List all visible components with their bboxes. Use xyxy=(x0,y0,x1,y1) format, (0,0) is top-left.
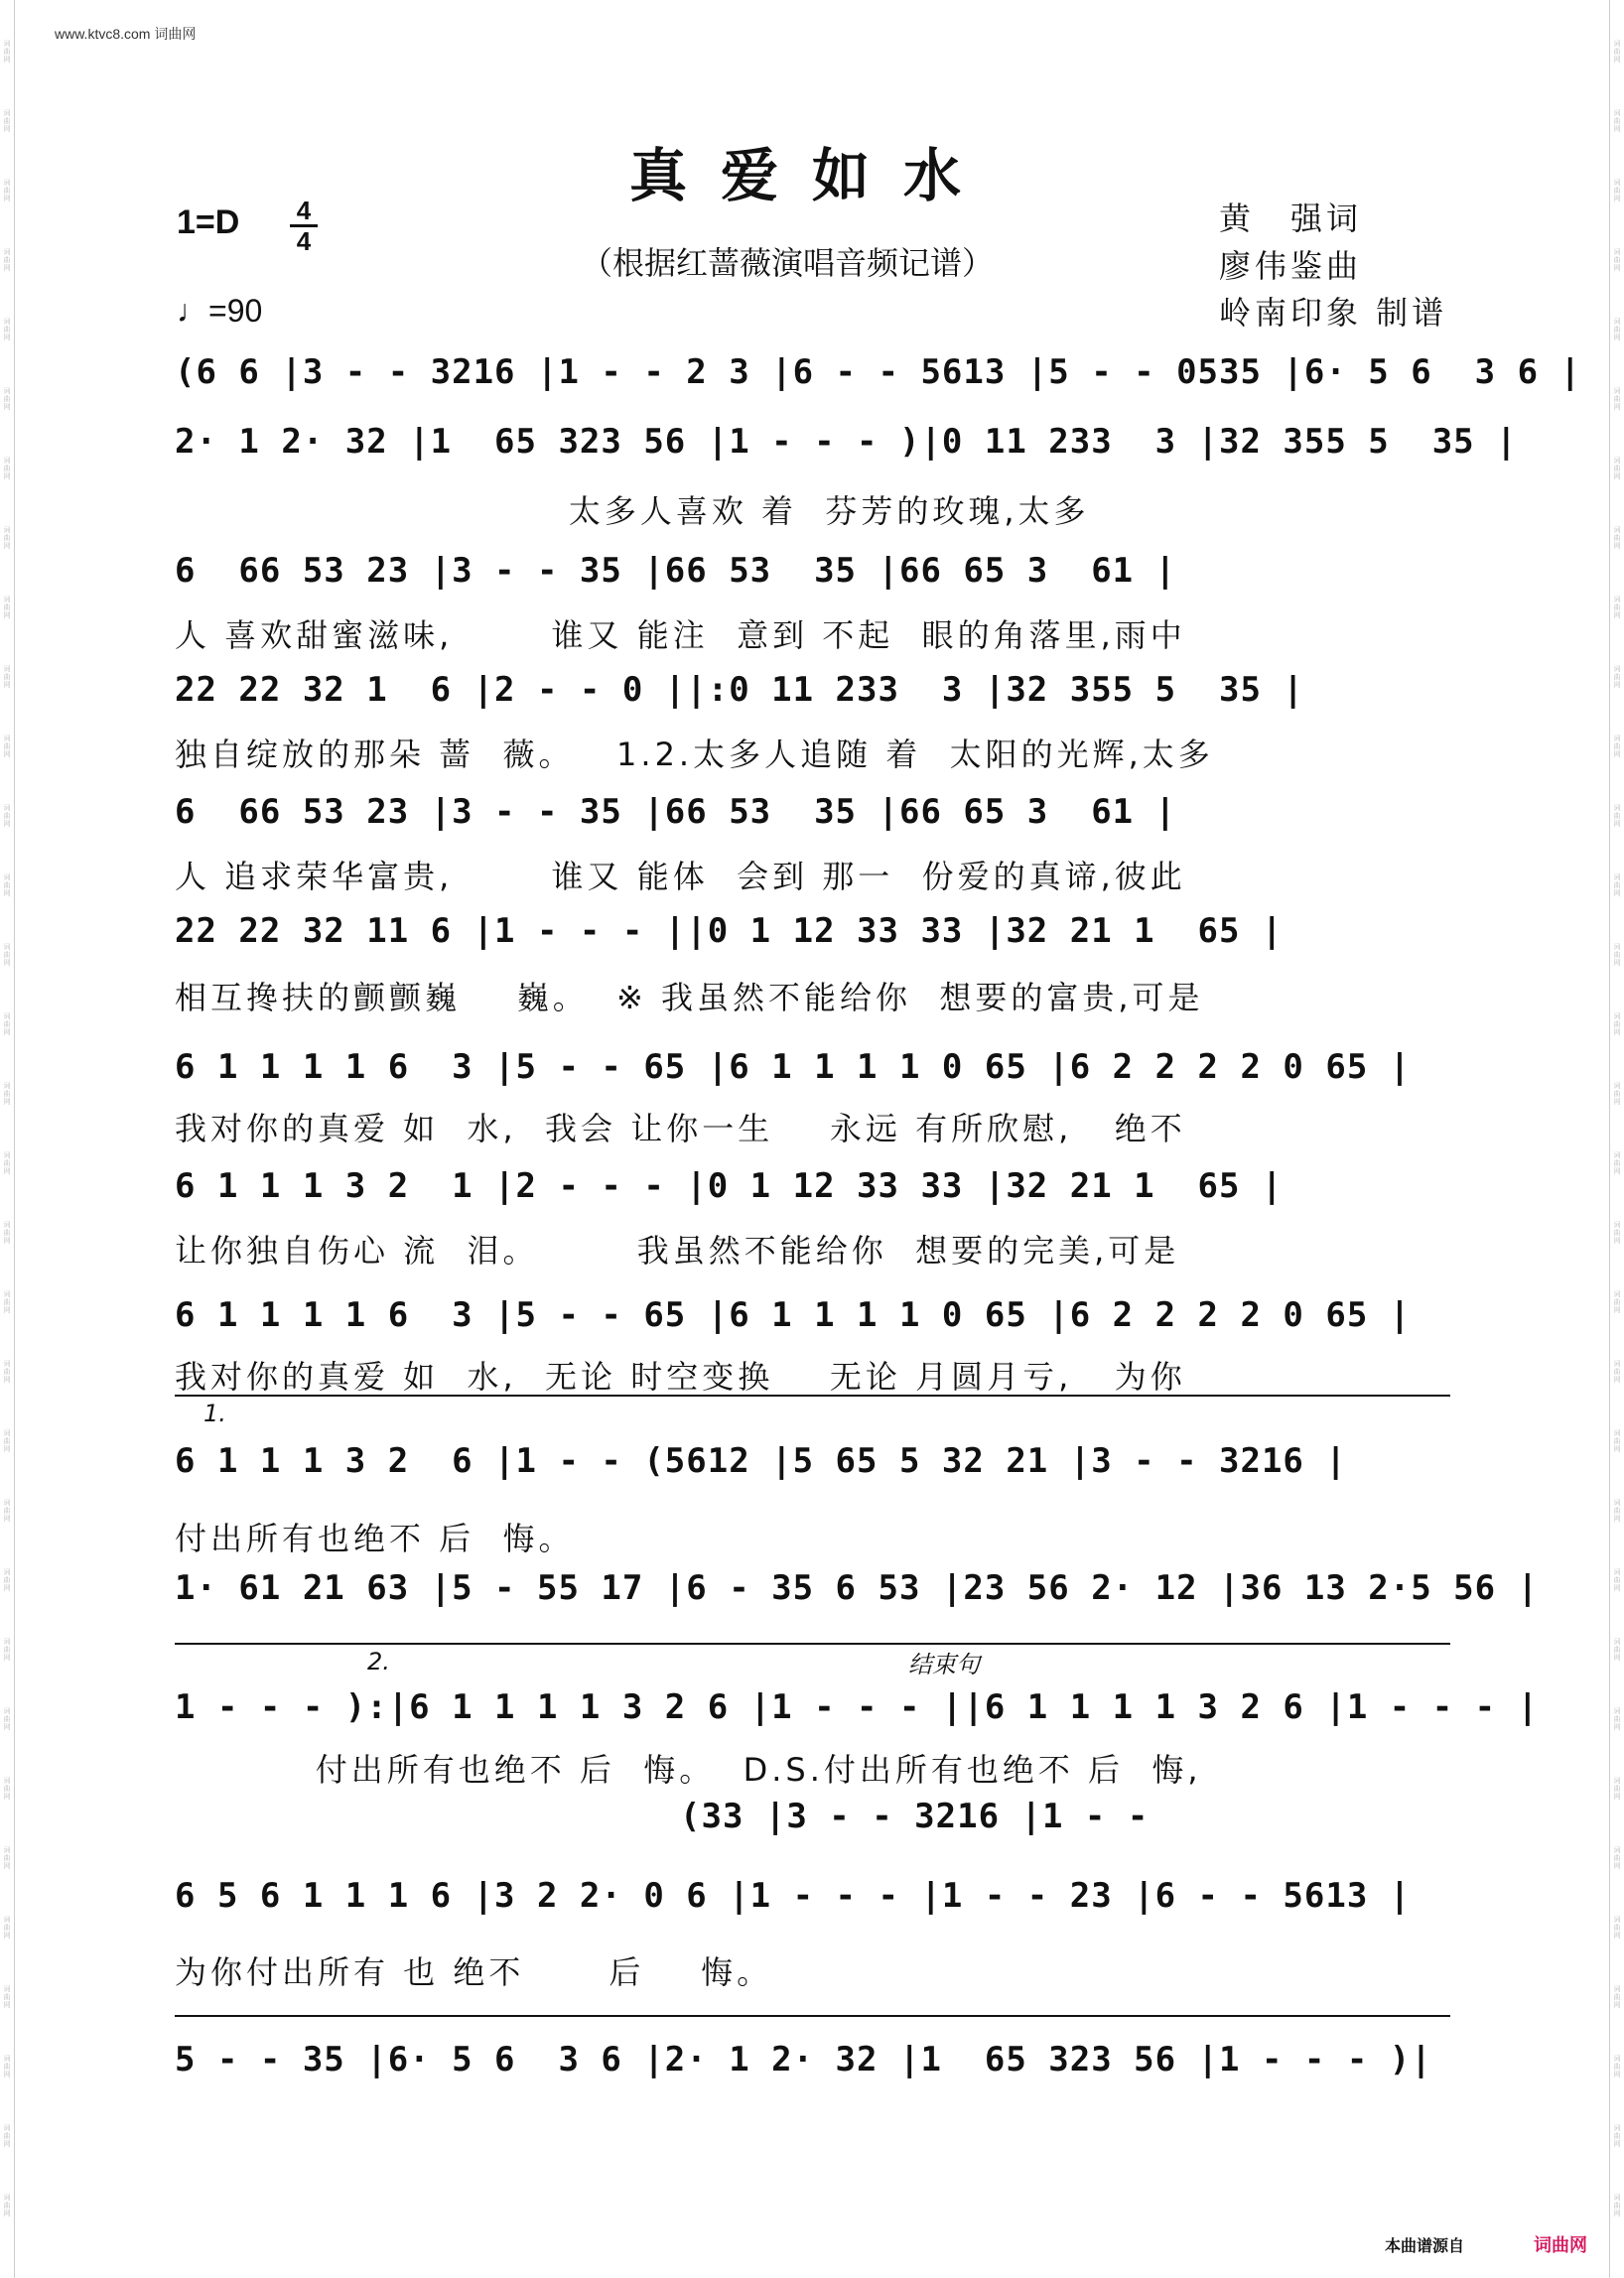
lyric-line-7: 我对你的真爱 如 水, 我会 让你一生 永远 有所欣慰, 绝不 xyxy=(175,1110,1186,1147)
watermark-glyphs: 词 曲 网 xyxy=(1613,526,1621,550)
watermark-glyphs: 词 曲 网 xyxy=(1613,873,1621,897)
time-signature-top: 4 xyxy=(296,196,312,225)
watermark-glyphs: 词 曲 网 xyxy=(3,1082,11,1106)
watermark-glyphs: 词 曲 网 xyxy=(1613,2055,1621,2078)
composer-credit: 廖伟鉴曲 xyxy=(1219,247,1363,285)
score-line-2: 2· 1 2· 32 |1 65 323 56 |1 - - - )|0 11 233 3 |32 355 5 35 | xyxy=(175,422,1518,462)
lyric-line-3: 人 喜欢甜蜜滋味, 谁又 能注 意到 不起 眼的角落里,雨中 xyxy=(175,616,1186,654)
watermark-glyphs: 词 曲 网 xyxy=(3,40,11,64)
watermark-glyphs: 词 曲 网 xyxy=(3,109,11,133)
watermark-glyphs: 词 曲 网 xyxy=(3,526,11,550)
watermark-glyphs: 词 曲 网 xyxy=(3,735,11,758)
watermark-glyphs: 词 曲 网 xyxy=(3,2055,11,2078)
footer-site-link[interactable]: 词曲网 xyxy=(1534,2235,1587,2256)
score-line-8: 6 1 1 1 3 2 1 |2 - - - |0 1 12 33 33 |32 21 1 65 | xyxy=(175,1166,1284,1206)
watermark-glyphs: 词 曲 网 xyxy=(1613,804,1621,828)
score-line-13: (33 |3 - - 3216 |1 - - xyxy=(680,1797,1150,1836)
watermark-glyphs: 词 曲 网 xyxy=(1613,1360,1621,1384)
watermark-glyphs: 词 曲 网 xyxy=(3,387,11,411)
watermark-glyphs: 词 曲 网 xyxy=(3,2124,11,2148)
lyric-line-9: 我对你的真爱 如 水, 无论 时空变换 无论 月圆月亏, 为你 xyxy=(175,1358,1186,1396)
watermark-glyphs: 词 曲 网 xyxy=(1613,248,1621,272)
tempo-marking: ♩=90 xyxy=(177,293,263,329)
source-url: www.ktvc8.com 词曲网 xyxy=(55,26,197,42)
watermark-glyphs: 词 曲 网 xyxy=(1613,735,1621,758)
watermark-glyphs: 词 曲 网 xyxy=(1613,1916,1621,1940)
watermark-glyphs: 词 曲 网 xyxy=(1613,1707,1621,1731)
watermark-glyphs: 词 曲 网 xyxy=(3,665,11,689)
lyric-line-10: 付出所有也绝不 后 悔。 xyxy=(175,1520,575,1557)
watermark-glyphs: 词 曲 网 xyxy=(1613,596,1621,619)
watermark-glyphs: 词 曲 网 xyxy=(1613,1985,1621,2009)
page-title: 真爱如水 xyxy=(628,142,995,209)
lyric-line-8: 让你独自伤心 流 泪。 我虽然不能给你 想要的完美,可是 xyxy=(175,1232,1180,1270)
watermark-glyphs: 词 曲 网 xyxy=(3,873,11,897)
watermark-glyphs: 词 曲 网 xyxy=(3,1499,11,1523)
score-line-9: 6 1 1 1 1 6 3 |5 - - 65 |6 1 1 1 1 0 65 |6 2 2 2 2 0 65 | xyxy=(175,1295,1412,1335)
watermark-glyphs: 词 曲 网 xyxy=(1613,1429,1621,1453)
lyricist-credit: 黄 强词 xyxy=(1219,200,1363,237)
watermark-glyphs: 词 曲 网 xyxy=(1613,1499,1621,1523)
score-line-11: 1· 61 21 63 |5 - 55 17 |6 - 35 6 53 |23 56 2· 12 |36 13 2·5 56 | xyxy=(175,1568,1540,1608)
watermark-glyphs: 词 曲 网 xyxy=(1613,1290,1621,1314)
watermark-glyphs: 词 曲 网 xyxy=(3,2194,11,2217)
score-line-1: (6 6 |3 - - 3216 |1 - - 2 3 |6 - - 5613 |5 - - 0535 |6· 5 6 3 6 | xyxy=(175,352,1582,392)
left-watermark-strip xyxy=(0,0,15,2278)
watermark-glyphs: 词 曲 网 xyxy=(3,1846,11,1870)
watermark-glyphs: 词 曲 网 xyxy=(1613,1568,1621,1592)
arranger-credit: 岭南印象 制谱 xyxy=(1219,294,1448,332)
watermark-glyphs: 词 曲 网 xyxy=(3,1290,11,1314)
watermark-glyphs: 词 曲 网 xyxy=(1613,318,1621,341)
score-line-12: 1 - - - ):|6 1 1 1 1 3 2 6 |1 - - - ||6 1 1 1 1 3 2 6 |1 - - - | xyxy=(175,1687,1540,1727)
lyric-line-14: 为你付出所有 也 绝不 后 悔。 xyxy=(175,1953,773,1991)
watermark-glyphs: 词 曲 网 xyxy=(1613,1082,1621,1106)
lyric-line-4: 独自绽放的那朵 蔷 薇。 1.2.太多人追随 着 太阳的光辉,太多 xyxy=(175,736,1214,773)
watermark-glyphs: 词 曲 网 xyxy=(1613,40,1621,64)
watermark-glyphs: 词 曲 网 xyxy=(1613,1638,1621,1662)
watermark-glyphs: 词 曲 网 xyxy=(3,943,11,967)
watermark-glyphs: 词 曲 网 xyxy=(3,1360,11,1384)
volta-2-label: 2. xyxy=(367,1648,390,1675)
watermark-glyphs: 词 曲 网 xyxy=(1613,179,1621,202)
watermark-glyphs: 词 曲 网 xyxy=(3,804,11,828)
time-signature-bottom: 4 xyxy=(296,226,312,256)
watermark-glyphs: 词 曲 网 xyxy=(1613,2194,1621,2217)
score-line-15: 5 - - 35 |6· 5 6 3 6 |2· 1 2· 32 |1 65 323 56 |1 - - - )| xyxy=(175,2040,1432,2079)
watermark-glyphs: 词 曲 网 xyxy=(3,1707,11,1731)
ending-label: 结束句 xyxy=(908,1651,980,1678)
volta-1-label: 1. xyxy=(203,1400,226,1427)
footer-source-label: 本曲谱源自 xyxy=(1385,2236,1465,2255)
watermark-glyphs: 词 曲 网 xyxy=(1613,1151,1621,1175)
watermark-glyphs: 词 曲 网 xyxy=(1613,2124,1621,2148)
watermark-glyphs: 词 曲 网 xyxy=(1613,1221,1621,1245)
right-watermark-strip xyxy=(1609,0,1624,2278)
watermark-glyphs: 词 曲 网 xyxy=(1613,1777,1621,1801)
watermark-glyphs: 词 曲 网 xyxy=(1613,387,1621,411)
score-line-6: 22 22 32 11 6 |1 - - - ||0 1 12 33 33 |32 21 1 65 | xyxy=(175,911,1284,951)
watermark-glyphs: 词 曲 网 xyxy=(1613,457,1621,480)
watermark-glyphs: 词 曲 网 xyxy=(3,596,11,619)
volta-1-bracket xyxy=(175,1395,1450,1397)
score-line-4: 22 22 32 1 6 |2 - - 0 ||:0 11 233 3 |32 355 5 35 | xyxy=(175,670,1304,710)
watermark-glyphs: 词 曲 网 xyxy=(3,457,11,480)
lyric-line-2: 太多人喜欢 着 芬芳的玫瑰,太多 xyxy=(175,492,1090,530)
score-line-10: 6 1 1 1 3 2 6 |1 - - (5612 |5 65 5 32 21 |3 - - 3216 | xyxy=(175,1441,1347,1481)
score-line-7: 6 1 1 1 1 6 3 |5 - - 65 |6 1 1 1 1 0 65 |6 2 2 2 2 0 65 | xyxy=(175,1047,1412,1087)
watermark-glyphs: 词 曲 网 xyxy=(1613,1012,1621,1036)
watermark-glyphs: 词 曲 网 xyxy=(3,1012,11,1036)
watermark-glyphs: 词 曲 网 xyxy=(3,1151,11,1175)
watermark-glyphs: 词 曲 网 xyxy=(3,1638,11,1662)
score-line-14: 6 5 6 1 1 1 6 |3 2 2· 0 6 |1 - - - |1 - - 23 |6 - - 5613 | xyxy=(175,1876,1412,1916)
watermark-glyphs: 词 曲 网 xyxy=(3,1777,11,1801)
time-signature xyxy=(290,197,318,255)
volta-2-bracket xyxy=(175,1643,1450,1645)
watermark-glyphs: 词 曲 网 xyxy=(3,248,11,272)
score-line-5: 6 66 53 23 |3 - - 35 |66 53 35 |66 65 3 61 | xyxy=(175,792,1177,832)
watermark-glyphs: 词 曲 网 xyxy=(1613,943,1621,967)
watermark-glyphs: 词 曲 网 xyxy=(1613,109,1621,133)
watermark-glyphs: 词 曲 网 xyxy=(3,1221,11,1245)
system-divider xyxy=(175,2015,1450,2017)
watermark-glyphs: 词 曲 网 xyxy=(1613,665,1621,689)
watermark-glyphs: 词 曲 网 xyxy=(1613,1846,1621,1870)
subtitle: （根据红蔷薇演唱音频记谱） xyxy=(581,244,995,282)
watermark-glyphs: 词 曲 网 xyxy=(3,318,11,341)
watermark-glyphs: 词 曲 网 xyxy=(3,179,11,202)
watermark-glyphs: 词 曲 网 xyxy=(3,1429,11,1453)
lyric-line-5: 人 追求荣华富贵, 谁又 能体 会到 那一 份爱的真谛,彼此 xyxy=(175,858,1186,895)
lyric-line-12: 付出所有也绝不 后 悔。 D.S.付出所有也绝不 后 悔, xyxy=(175,1751,1202,1789)
watermark-glyphs: 词 曲 网 xyxy=(3,1916,11,1940)
key-signature: 1=D xyxy=(177,203,240,241)
watermark-glyphs: 词 曲 网 xyxy=(3,1985,11,2009)
watermark-glyphs: 词 曲 网 xyxy=(3,1568,11,1592)
lyric-line-6: 相互搀扶的颤颤巍 巍。 ※ 我虽然不能给你 想要的富贵,可是 xyxy=(175,979,1204,1016)
score-line-3: 6 66 53 23 |3 - - 35 |66 53 35 |66 65 3 61 | xyxy=(175,551,1177,591)
